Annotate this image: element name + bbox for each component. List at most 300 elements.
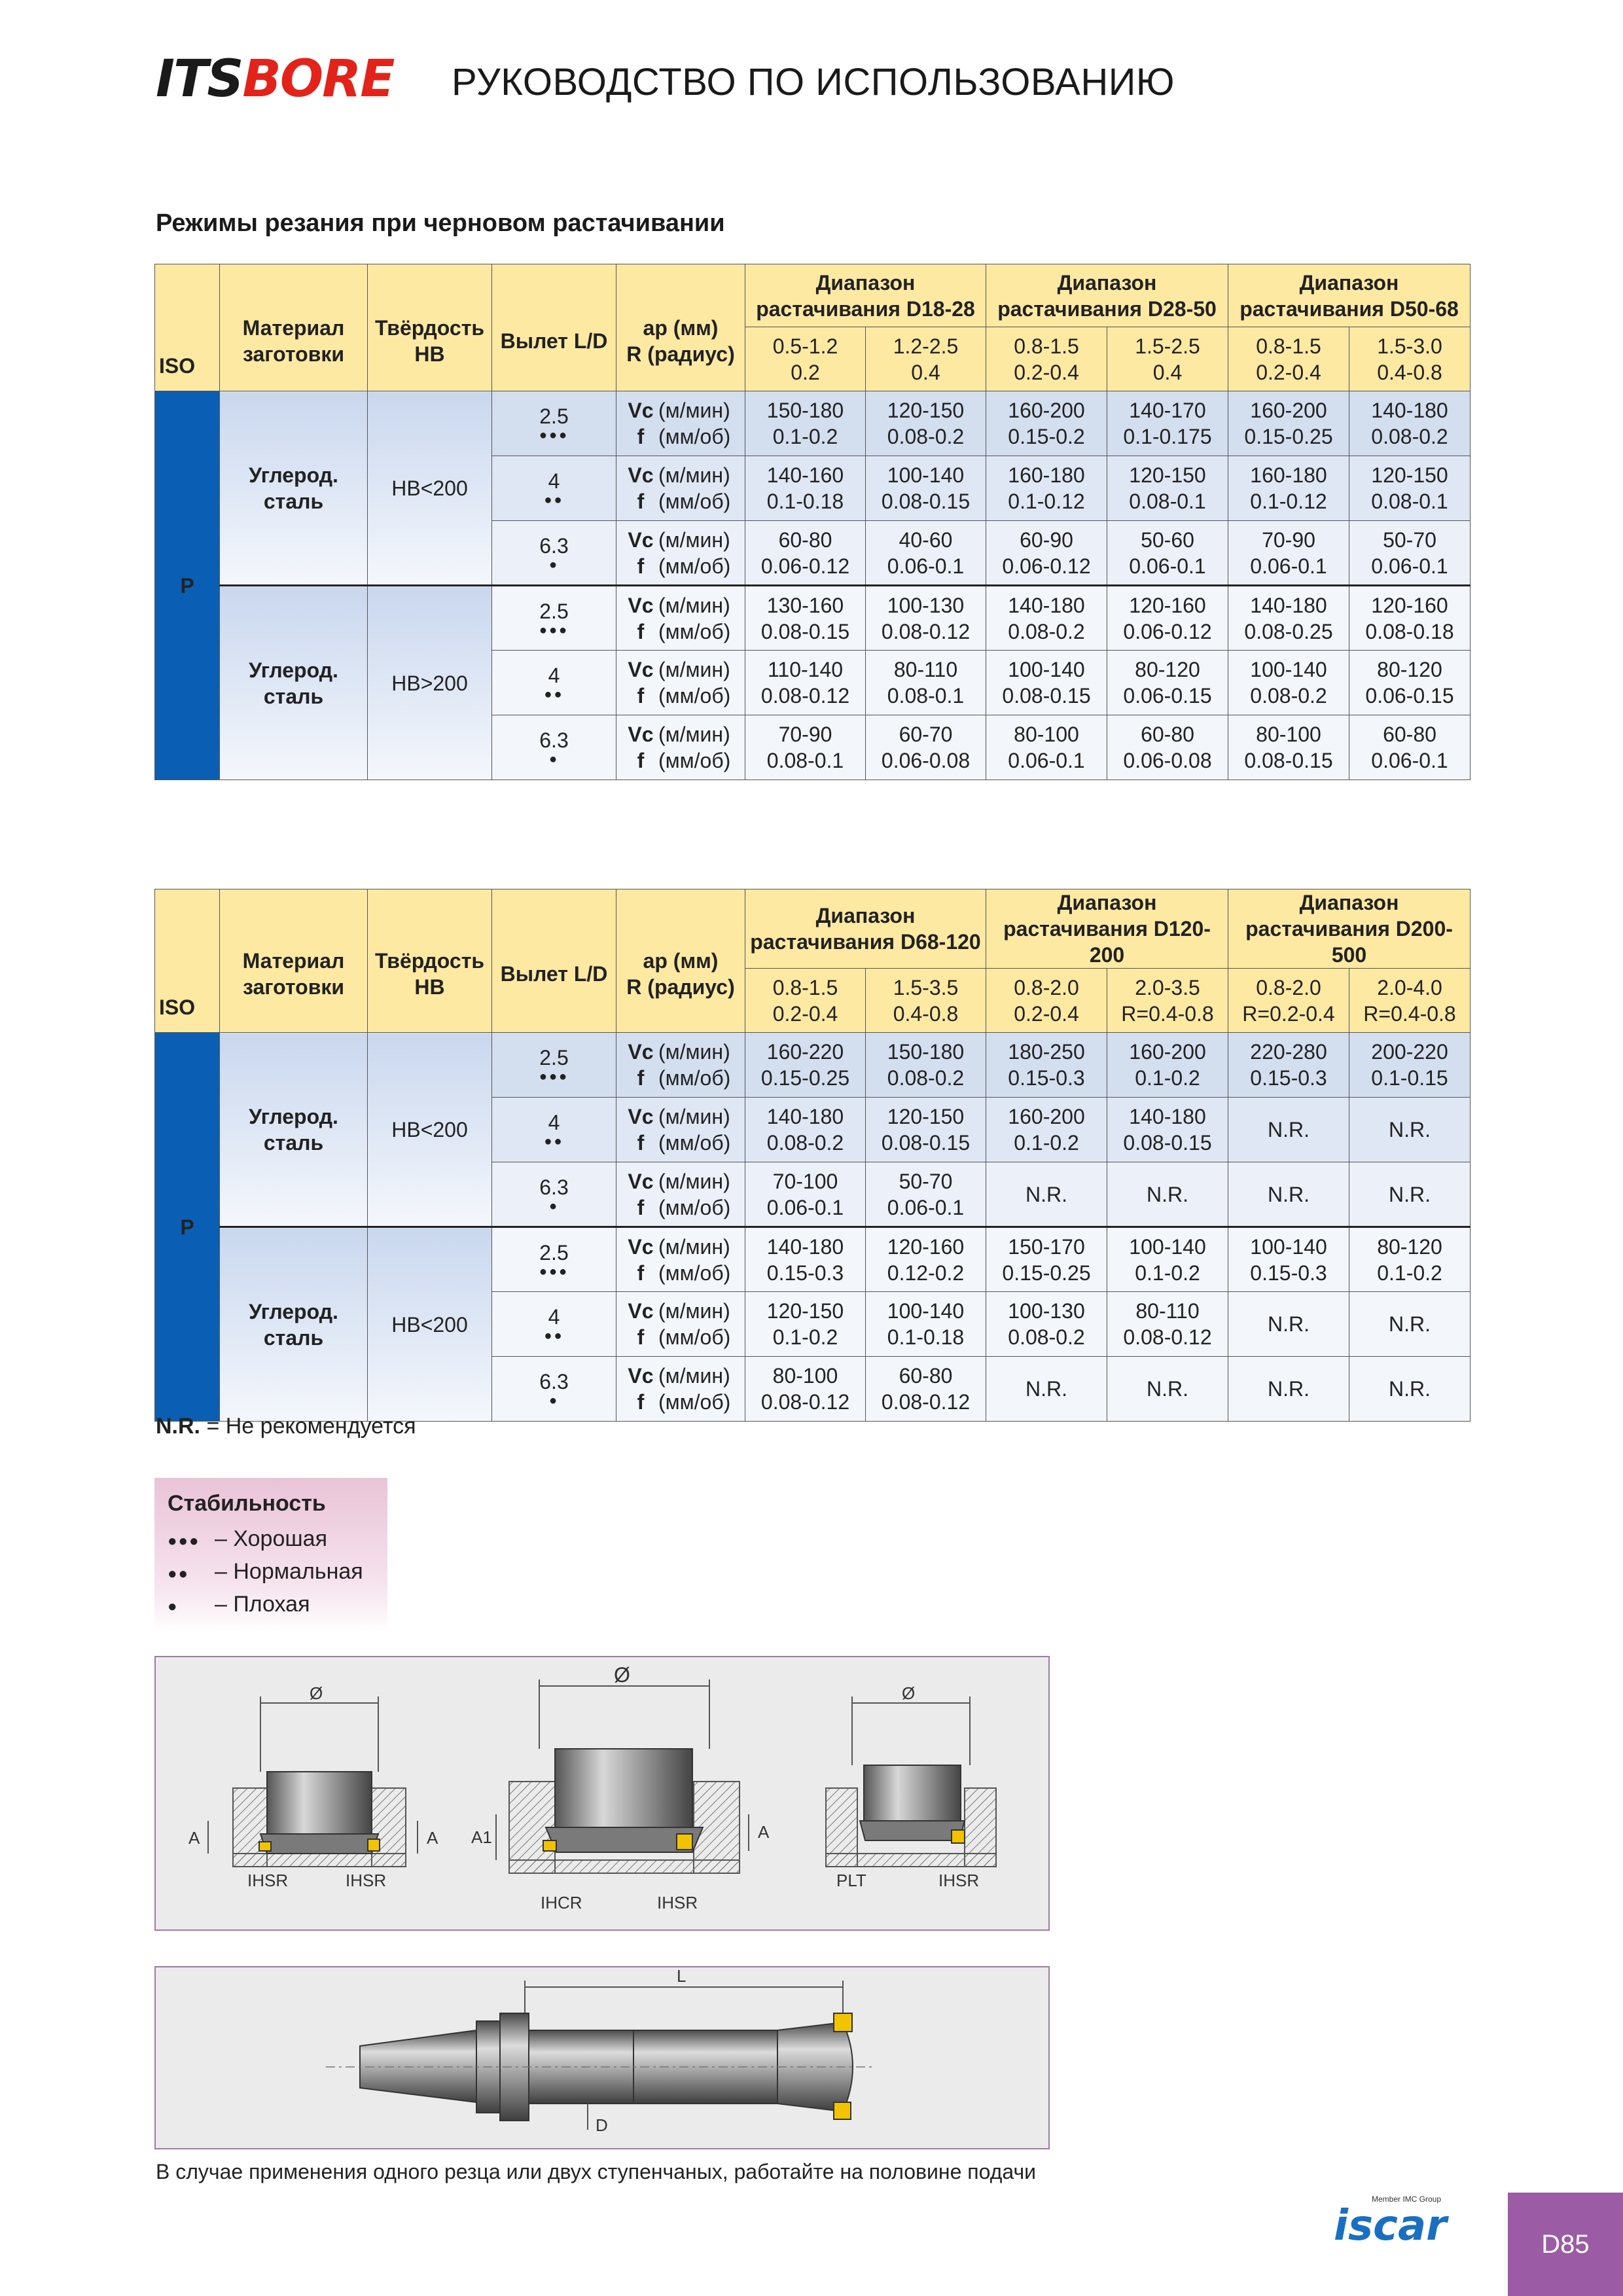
- value-cell: [1107, 651, 1228, 715]
- nr-cell: N.R.: [1349, 1162, 1471, 1227]
- value-cell: [1107, 456, 1228, 521]
- vc-f-label: [616, 586, 745, 651]
- section-title: Режимы резания при черновом растачивании: [156, 209, 725, 237]
- overhang-value: 2.5: [539, 1046, 569, 1069]
- stability-dots: ●: [548, 1198, 560, 1213]
- vc-unit: (м/мин): [658, 399, 730, 422]
- overhang-cell: [492, 1162, 616, 1227]
- value-cell: [866, 1292, 986, 1357]
- dim-a: A: [188, 1828, 200, 1848]
- f-value: 0.1-0.12: [1250, 490, 1327, 513]
- vc-value: 80-110: [893, 658, 958, 681]
- logo-bore: BORE: [242, 50, 394, 109]
- f-value: 0.15-0.3: [766, 1261, 844, 1285]
- vc-value: 100-140: [1129, 1234, 1206, 1259]
- tool-assembly-illustration: [156, 1967, 1048, 2148]
- overhang-cell: [492, 1292, 616, 1357]
- nr-cell: N.R.: [1228, 1292, 1349, 1357]
- vc-value: 120-160: [1129, 593, 1206, 617]
- vc-value: 140-170: [1129, 399, 1206, 422]
- stability-item: [168, 1592, 310, 1617]
- vc-value: 50-60: [1141, 528, 1194, 552]
- ap-value: 1.5-3.5: [893, 975, 959, 999]
- range-header: Диапазон растачивания D120-200: [986, 889, 1228, 969]
- ap-value: 0.8-1.5: [1256, 334, 1321, 358]
- ap-r-cell: [745, 969, 866, 1033]
- vc-value: 140-160: [766, 463, 844, 487]
- vc-value: 40-60: [899, 528, 953, 552]
- value-cell: [745, 1357, 866, 1422]
- config-1: [188, 1683, 438, 1890]
- stability-dots: ●●●: [539, 622, 569, 637]
- f-unit: (мм/об): [658, 554, 731, 578]
- vc-label: Vc: [628, 399, 654, 422]
- itsbore-logo: [156, 50, 394, 109]
- f-value: 0.08-0.1: [1371, 490, 1448, 513]
- f-unit: (мм/об): [658, 749, 731, 772]
- overhang-cell: [492, 1227, 616, 1292]
- f-value: 0.1-0.18: [887, 1325, 965, 1349]
- f-unit: (мм/об): [658, 684, 731, 708]
- nr-cell: N.R.: [1228, 1357, 1349, 1422]
- f-label: f: [637, 425, 645, 448]
- range-header: Диапазон растачивания D18-28: [745, 264, 986, 327]
- f-value: 0.06-0.1: [1250, 554, 1327, 578]
- f-value: 0.08-0.2: [1250, 684, 1327, 708]
- stability-dots: ●●: [544, 1134, 564, 1149]
- iso-group-p: P: [155, 391, 220, 780]
- ap-r-header: [616, 264, 745, 391]
- vc-value: 120-150: [887, 1105, 965, 1128]
- value-cell: [1228, 521, 1349, 586]
- vc-value: 140-180: [1371, 399, 1448, 422]
- vc-value: 80-100: [1256, 723, 1321, 746]
- f-value: 0.08-0.1: [1129, 490, 1206, 513]
- value-cell: [866, 456, 986, 521]
- nr-cell: N.R.: [1349, 1357, 1471, 1422]
- overhang-value: 6.3: [539, 1175, 569, 1199]
- f-label: f: [637, 1261, 645, 1285]
- r-value: 0.2-0.4: [1014, 360, 1079, 384]
- value-cell: [745, 715, 866, 780]
- ap-r-cell: [1228, 969, 1349, 1033]
- value-cell: [745, 651, 866, 715]
- hardness-cell: HB>200: [368, 586, 492, 780]
- vc-value: 110-140: [767, 658, 844, 681]
- value-cell: [866, 391, 986, 456]
- value-cell: [986, 586, 1107, 651]
- value-cell: [986, 391, 1107, 456]
- overhang-value: 2.5: [539, 1240, 569, 1265]
- value-cell: [866, 521, 986, 586]
- ap-value: 1.5-3.0: [1377, 334, 1442, 358]
- vc-value: 120-150: [887, 399, 965, 422]
- vc-value: 160-180: [1250, 463, 1327, 487]
- vc-value: 160-200: [1250, 399, 1327, 422]
- f-unit: (мм/об): [658, 619, 731, 643]
- vc-value: 140-180: [1129, 1105, 1206, 1128]
- vc-label: Vc: [628, 1169, 654, 1193]
- vc-value: 80-120: [1377, 1234, 1442, 1259]
- f-value: 0.1-0.2: [1377, 1261, 1442, 1285]
- f-value: 0.06-0.08: [1123, 749, 1212, 772]
- nr-text: = Не рекомендуется: [200, 1414, 416, 1439]
- ap-value: 0.8-1.5: [772, 975, 838, 999]
- value-cell: [1228, 391, 1349, 456]
- vc-value: 150-180: [766, 399, 844, 422]
- vc-f-label: [616, 1357, 745, 1422]
- vc-unit: (м/мин): [658, 593, 730, 617]
- value-cell: [866, 1162, 986, 1227]
- f-unit: (мм/об): [658, 1325, 731, 1349]
- ap-r-cell: [1107, 969, 1228, 1033]
- vc-value: 100-140: [1250, 1234, 1327, 1259]
- dim-diameter: Ø: [310, 1683, 323, 1703]
- f-value: 0.1-0.2: [1135, 1261, 1200, 1285]
- stability-item: [168, 1559, 363, 1585]
- brand-group: Member IMC Group: [1372, 2195, 1442, 2204]
- vc-value: 160-220: [766, 1040, 844, 1064]
- hardness-cell: HB<200: [368, 1033, 492, 1227]
- f-value: 0.15-0.25: [1244, 425, 1333, 448]
- value-cell: [986, 1033, 1107, 1098]
- f-value: 0.06-0.08: [881, 749, 971, 772]
- overhang-value: 4: [548, 469, 560, 493]
- f-value: 0.1-0.2: [772, 1325, 838, 1349]
- vc-unit: (м/мин): [658, 1299, 730, 1323]
- f-label: f: [637, 749, 645, 772]
- f-value: 0.1-0.2: [1014, 1131, 1079, 1155]
- stability-dots: ●●●: [539, 428, 569, 442]
- vc-label: Vc: [628, 463, 654, 487]
- insert-label: PLT: [836, 1871, 866, 1890]
- vc-value: 220-280: [1250, 1040, 1327, 1064]
- nr-cell: N.R.: [1349, 1098, 1471, 1162]
- f-value: 0.08-0.15: [881, 490, 971, 513]
- dim-d: D: [596, 2115, 608, 2135]
- r-value: R=0.2-0.4: [1242, 1001, 1335, 1026]
- range-header: Диапазон растачивания D200-500: [1228, 889, 1471, 969]
- value-cell: [986, 651, 1107, 715]
- vc-label: Vc: [628, 723, 654, 746]
- f-label: f: [637, 554, 645, 578]
- value-cell: [745, 586, 866, 651]
- overhang-value: 4: [548, 1111, 560, 1134]
- iscar-logo: [1332, 2191, 1478, 2250]
- overhang-cell: [492, 1357, 616, 1422]
- vc-value: 80-100: [772, 1364, 838, 1388]
- f-value: 0.06-0.12: [1002, 554, 1091, 578]
- f-unit: (мм/об): [658, 490, 731, 513]
- value-cell: [745, 1098, 866, 1162]
- vc-unit: (м/мин): [658, 1234, 730, 1259]
- value-cell: [866, 651, 986, 715]
- vc-value: 100-140: [887, 1299, 965, 1323]
- vc-value: 200-220: [1371, 1040, 1448, 1064]
- vc-value: 140-180: [1008, 593, 1085, 617]
- f-unit: (мм/об): [658, 425, 731, 448]
- footnote: В случае применения одного резца или двух ступенчаных, работайте на половине подачи: [156, 2160, 1037, 2183]
- dim-a: A: [758, 1822, 770, 1842]
- r-value: 0.2-0.4: [1014, 1001, 1079, 1026]
- overhang-value: 2.5: [539, 599, 569, 623]
- value-cell: [866, 1227, 986, 1292]
- r-value: 0.4-0.8: [893, 1001, 959, 1026]
- f-label: f: [637, 684, 645, 708]
- f-value: 0.1-0.175: [1123, 425, 1212, 448]
- f-value: 0.06-0.15: [1365, 684, 1454, 708]
- value-cell: [1107, 521, 1228, 586]
- f-value: 0.06-0.15: [1123, 684, 1212, 708]
- vc-value: 120-150: [766, 1299, 844, 1323]
- nr-note: [156, 1414, 416, 1439]
- logo-its: ITS: [156, 50, 243, 109]
- insert-label: IHSR: [247, 1871, 289, 1890]
- insert-label: IHSR: [657, 1893, 698, 1912]
- vc-value: 60-80: [899, 1364, 953, 1388]
- stability-dots: ●●: [544, 687, 564, 702]
- overhang-value: 6.3: [539, 728, 569, 752]
- ap-r-cell: [986, 327, 1107, 391]
- vc-label: Vc: [628, 1364, 654, 1388]
- f-unit: (мм/об): [658, 1195, 731, 1219]
- ap-r-cell: [1107, 327, 1228, 391]
- vc-f-label: [616, 1227, 745, 1292]
- value-cell: [986, 456, 1107, 521]
- vc-value: 150-170: [1008, 1234, 1085, 1259]
- stability-dots: ●●: [168, 1565, 189, 1583]
- f-value: 0.08-0.15: [1002, 684, 1091, 708]
- ap-r-cell: [1349, 327, 1471, 391]
- stability-dots: ●: [548, 1393, 560, 1408]
- vc-f-label: [616, 1033, 745, 1098]
- overhang-value: 6.3: [539, 1370, 569, 1393]
- ap-value: 2.0-3.5: [1135, 975, 1200, 999]
- range-header: Диапазон растачивания D28-50: [986, 264, 1228, 327]
- ap-r-cell: [986, 969, 1107, 1033]
- f-value: 0.08-0.15: [1244, 749, 1333, 772]
- vc-unit: (м/мин): [658, 658, 730, 681]
- r-value: R=0.4-0.8: [1121, 1001, 1214, 1026]
- ap-value: 1.5-2.5: [1135, 334, 1200, 358]
- material-cell: Углерод. сталь: [220, 1033, 368, 1227]
- stability-dots: ●●●: [539, 1069, 569, 1084]
- stability-dots: ●: [168, 1598, 179, 1615]
- f-value: 0.08-0.15: [1123, 1131, 1212, 1155]
- tool-assembly-panel: [154, 1966, 1050, 2149]
- r-value: 0.2-0.4: [1256, 360, 1321, 384]
- f-value: 0.08-0.2: [1008, 1325, 1085, 1349]
- vc-f-label: [616, 1098, 745, 1162]
- stability-dots: ●: [548, 557, 560, 572]
- f-value: 0.06-0.1: [1129, 554, 1206, 578]
- stability-item: [168, 1526, 327, 1552]
- vc-f-label: [616, 1162, 745, 1227]
- f-label: f: [637, 490, 645, 513]
- f-value: 0.06-0.12: [760, 554, 850, 578]
- f-value: 0.06-0.1: [1371, 554, 1448, 578]
- material-cell: Углерод. сталь: [220, 586, 368, 780]
- f-label: f: [637, 1195, 645, 1219]
- ap-r-cell: [866, 969, 986, 1033]
- vc-f-label: [616, 391, 745, 456]
- f-value: 0.08-0.15: [760, 619, 850, 643]
- f-value: 0.08-0.1: [766, 749, 844, 772]
- value-cell: [1349, 651, 1471, 715]
- f-unit: (мм/об): [658, 1131, 731, 1155]
- material-header: Материал заготовки: [220, 264, 368, 391]
- vc-value: 120-160: [1371, 593, 1448, 617]
- vc-value: 160-200: [1008, 399, 1085, 422]
- value-cell: [1228, 1033, 1349, 1098]
- range-header: Диапазон растачивания D50-68: [1228, 264, 1471, 327]
- stability-text: – Хорошая: [215, 1526, 327, 1551]
- overhang-header: Вылет L/D: [492, 889, 616, 1033]
- value-cell: [1349, 1227, 1471, 1292]
- vc-unit: (м/мин): [658, 1169, 730, 1193]
- f-value: 0.1-0.2: [772, 425, 838, 448]
- vc-value: 60-70: [899, 723, 953, 746]
- f-value: 0.08-0.2: [766, 1131, 844, 1155]
- ap-value: 2.0-4.0: [1377, 975, 1442, 999]
- vc-f-label: [616, 651, 745, 715]
- vc-value: 140-180: [766, 1234, 844, 1259]
- vc-label: Vc: [628, 1234, 654, 1259]
- f-value: 0.1-0.12: [1008, 490, 1085, 513]
- vc-value: 70-90: [1262, 528, 1315, 552]
- vc-f-label: [616, 1292, 745, 1357]
- f-value: 0.08-0.12: [1123, 1325, 1212, 1349]
- brand-name: iscar: [1334, 2202, 1447, 2250]
- vc-value: 60-90: [1020, 528, 1073, 552]
- f-value: 0.06-0.1: [1371, 749, 1448, 772]
- vc-value: 60-80: [1141, 723, 1194, 746]
- overhang-value: 6.3: [539, 533, 569, 558]
- dim-a: A: [427, 1828, 438, 1848]
- value-cell: [986, 521, 1107, 586]
- f-value: 0.15-0.25: [1002, 1261, 1091, 1285]
- vc-value: 120-160: [887, 1234, 965, 1259]
- f-value: 0.15-0.25: [760, 1066, 850, 1090]
- vc-unit: (м/мин): [658, 463, 730, 487]
- f-value: 0.1-0.2: [1135, 1066, 1200, 1090]
- f-value: 0.08-0.1: [887, 684, 965, 708]
- vc-value: 150-180: [887, 1040, 965, 1064]
- r-label: R (радиус): [626, 342, 735, 366]
- stability-dots: ●●: [544, 1329, 564, 1343]
- vc-value: 160-200: [1008, 1105, 1085, 1128]
- vc-value: 100-140: [887, 463, 965, 487]
- value-cell: [1107, 1098, 1228, 1162]
- value-cell: [1228, 651, 1349, 715]
- stability-dots: ●●●: [539, 1264, 569, 1279]
- f-value: 0.08-0.18: [1365, 619, 1454, 643]
- insert-label: IHSR: [938, 1871, 980, 1890]
- insert-label: IHCR: [541, 1893, 582, 1912]
- vc-value: 160-200: [1129, 1040, 1206, 1064]
- vc-label: Vc: [628, 528, 654, 552]
- vc-value: 80-110: [1135, 1299, 1200, 1323]
- r-value: 0.2: [791, 360, 820, 384]
- f-label: f: [637, 1325, 645, 1349]
- value-cell: [1107, 1227, 1228, 1292]
- value-cell: [866, 1098, 986, 1162]
- ap-value: 0.5-1.2: [772, 334, 838, 358]
- stability-dots: ●: [548, 752, 560, 766]
- r-value: 0.4: [1152, 360, 1183, 384]
- vc-value: 160-180: [1008, 463, 1085, 487]
- iso-group-p: P: [155, 1033, 220, 1422]
- vc-value: 100-130: [887, 593, 965, 617]
- vc-unit: (м/мин): [658, 528, 730, 552]
- table-row: [155, 1033, 1471, 1098]
- nr-abbr: N.R.: [156, 1414, 200, 1439]
- vc-value: 60-80: [778, 528, 832, 552]
- value-cell: [745, 521, 866, 586]
- stability-text: – Плохая: [215, 1592, 310, 1617]
- ap-label: ap (мм): [643, 949, 719, 973]
- overhang-cell: [492, 456, 616, 521]
- vc-value: 50-70: [1383, 528, 1436, 552]
- f-value: 0.08-0.15: [881, 1131, 971, 1155]
- nr-cell: N.R.: [1107, 1357, 1228, 1422]
- stability-dots: ●●: [544, 493, 564, 507]
- value-cell: [1228, 586, 1349, 651]
- value-cell: [1107, 586, 1228, 651]
- vc-value: 120-150: [1129, 463, 1206, 487]
- value-cell: [1349, 456, 1471, 521]
- nr-cell: N.R.: [1228, 1098, 1349, 1162]
- f-value: 0.08-0.12: [881, 1390, 971, 1414]
- value-cell: [1107, 391, 1228, 456]
- value-cell: [986, 1227, 1107, 1292]
- value-cell: [1107, 1292, 1228, 1357]
- overhang-cell: [492, 1098, 616, 1162]
- stability-dots: ●●●: [168, 1532, 200, 1550]
- overhang-value: 4: [548, 664, 560, 687]
- f-value: 0.08-0.2: [1371, 425, 1448, 448]
- overhang-cell: [492, 521, 616, 586]
- f-unit: (мм/об): [658, 1261, 731, 1285]
- ap-r-cell: [1349, 969, 1471, 1033]
- overhang-header: Вылет L/D: [492, 264, 616, 391]
- config-2: [471, 1663, 770, 1912]
- vc-value: 130-160: [766, 593, 844, 617]
- hardness-header: Твёрдость HB: [368, 889, 492, 1033]
- value-cell: [745, 456, 866, 521]
- f-label: f: [637, 1066, 645, 1090]
- table-row: [155, 391, 1471, 456]
- overhang-cell: [492, 586, 616, 651]
- f-value: 0.06-0.1: [887, 554, 965, 578]
- stability-title: Стабильность: [168, 1491, 326, 1516]
- vc-value: 70-90: [778, 723, 832, 746]
- vc-value: 80-120: [1135, 658, 1200, 681]
- vc-f-label: [616, 456, 745, 521]
- value-cell: [986, 1098, 1107, 1162]
- vc-label: Vc: [628, 658, 654, 681]
- iso-header: ISO: [155, 889, 220, 1033]
- nr-cell: N.R.: [1228, 1162, 1349, 1227]
- ap-r-cell: [866, 327, 986, 391]
- stability-text: – Нормальная: [215, 1559, 363, 1584]
- nr-cell: N.R.: [1349, 1292, 1471, 1357]
- value-cell: [866, 1357, 986, 1422]
- material-cell: Углерод. сталь: [220, 391, 368, 586]
- page-title: РУКОВОДСТВО ПО ИСПОЛЬЗОВАНИЮ: [452, 61, 1175, 103]
- vc-label: Vc: [628, 593, 654, 617]
- value-cell: [1107, 1033, 1228, 1098]
